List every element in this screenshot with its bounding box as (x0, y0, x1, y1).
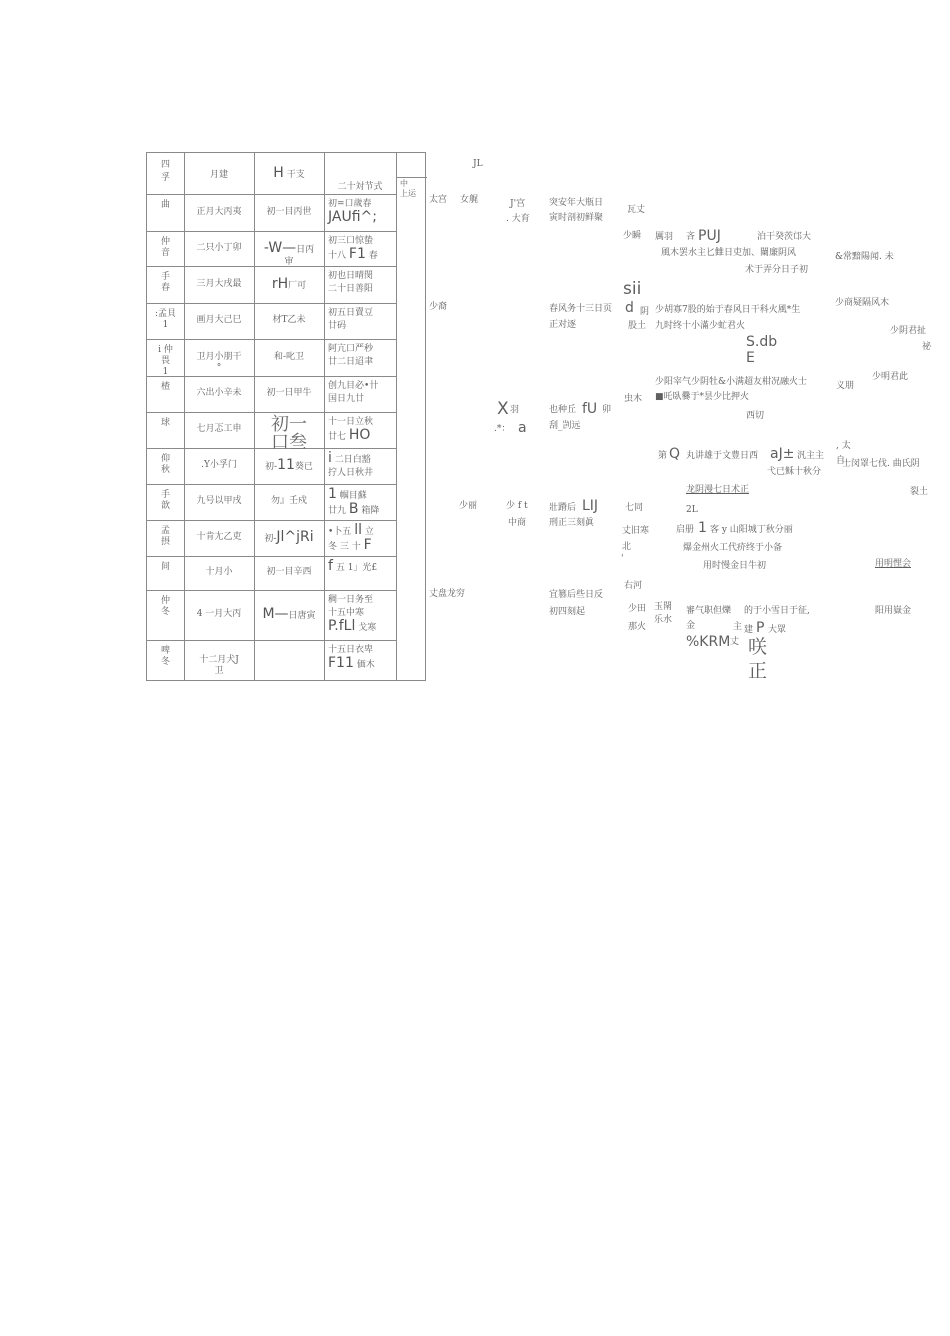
row-season: 楂 (160, 382, 170, 392)
row-jieqi-line (328, 452, 392, 467)
annotation-text: fU (582, 401, 598, 417)
cell-text-span: 三 (339, 542, 349, 552)
annotation-text: 少瞬 (623, 231, 642, 241)
annotation-text: 阴 (640, 307, 650, 317)
row-month: 画月大己巳 (196, 315, 242, 325)
row-ganzhi (254, 529, 324, 547)
row-jieqi (324, 305, 396, 335)
annotation-text: 启册 (676, 525, 695, 535)
row-month: 十肯尢乙吏 (196, 532, 242, 542)
row-jieqi-line (328, 503, 392, 518)
annotation-text: 汎主主 (797, 451, 825, 461)
cell-text-span: 创九目必•卄 (328, 381, 379, 391)
annotation-text: aJ± (770, 446, 795, 462)
annotation-text: 爆金州火工代疥终于小备 (683, 543, 783, 553)
annotation-text: 股土 (628, 321, 647, 331)
row-ganzhi: 材T乙未 (272, 315, 306, 325)
cell-text-span: 価木 (356, 660, 375, 670)
annotation-text: 審气职但爍 (686, 606, 732, 616)
annotation-text: 少田 (628, 604, 647, 614)
annotation-text: 少阳宰气少阴牡&小满超友柑况融火士 (655, 377, 808, 387)
annotation-text: 九时终十小滿少虻君火 (655, 321, 746, 331)
annotation-text: E (746, 350, 755, 366)
annotation-text: 裂土 (910, 487, 929, 497)
annotation-text: 壯蹐后 (549, 503, 577, 513)
annotation-text: 春风务十三日页 (549, 304, 613, 314)
row-jieqi (324, 522, 396, 556)
annotation-text: 正对逐 (549, 320, 577, 330)
row-ganzhi-part: M— (262, 606, 289, 622)
annotation-text: . 大育 (506, 214, 530, 224)
calendar-table (146, 152, 426, 681)
annotation-text: 丸讲雄于文豊日西 (686, 451, 759, 461)
annotation-text: sii (623, 279, 642, 299)
annotation-text: 丈盘龙穷 (429, 589, 466, 599)
annotation-text: 1 (698, 520, 707, 536)
row-season: 手 春 (160, 272, 170, 293)
annotation-text: 用时慢金日牛初 (703, 561, 767, 571)
row-month: 卫月小朋干 ° (196, 351, 242, 373)
row-jieqi-line (328, 380, 392, 393)
row-ganzhi (254, 457, 324, 475)
row-ganzhi: 初一日甲牛 (266, 388, 312, 398)
annotation-text: 那火 (628, 622, 647, 632)
annotation-text: 少商疑隔风木 (835, 298, 890, 308)
annotation-text: 厲羽 (655, 232, 674, 242)
header-month: 月建 (209, 170, 228, 180)
cell-text-span: 五 (335, 563, 345, 573)
cell-text-span: 拧人日秋井 (328, 468, 374, 478)
cell-text-span: F11 (328, 655, 354, 671)
annotation-text: 阳用嶽金 (875, 606, 912, 616)
row-jieqi (324, 558, 396, 577)
row-month: 二只小丁卯 (196, 242, 242, 253)
cell-text-span: 二十日善阳 (328, 284, 374, 294)
row-jieqi-line (328, 283, 392, 296)
cell-text-span: 廿二日迢聿 (328, 357, 374, 367)
row-jieqi-line (328, 393, 392, 406)
annotation-text: 北 (622, 542, 632, 552)
annotation-text: 瓦丈 (627, 205, 646, 215)
cell-text-span: 初=口歲春 (328, 199, 372, 209)
annotation-text: 祕 (922, 342, 932, 352)
annotation-text: 刮_剀远 (549, 421, 581, 431)
row-ganzhi-part: 日丙 审 (284, 244, 315, 267)
row-jieqi-line (328, 524, 392, 539)
annotation-text: 士闵罩七伐. 曲氏阴 (842, 459, 920, 469)
annotation-text: 西切 (746, 411, 765, 421)
cell-text-span: 冬 (328, 542, 338, 552)
row-ganzhi: 初一 口叁 (271, 414, 307, 453)
row-jieqi (324, 642, 396, 674)
row-ganzhi (254, 240, 324, 270)
row-jieqi-line (328, 429, 392, 444)
row-season: 仲 音 (160, 237, 170, 258)
annotation-text: , 太 (836, 441, 851, 451)
cell-text-span: 十八 (328, 251, 347, 261)
annotation-text: X (497, 399, 509, 419)
row-ganzhi-part: rH (271, 275, 289, 292)
annotation-text: 宜篡后些日反 (549, 590, 604, 600)
annotation-text: 太宫 (429, 195, 448, 205)
row-season: 球 (160, 418, 170, 428)
annotation-text: 吝 (686, 232, 696, 242)
cell-text-span: 1」光£ (347, 563, 378, 573)
row-month: 七月忑工申 (196, 424, 242, 434)
annotation-text: ■吒臥爨于*昙少比押火 (655, 392, 750, 402)
row-season: 仰 秋 (160, 454, 170, 475)
annotation-text: PUJ (698, 228, 721, 244)
annotation-text: 金 (686, 621, 696, 631)
row-jieqi (324, 450, 396, 482)
annotation-text: 丈旧寒 (622, 526, 650, 536)
annotation-text: 的于小雪日于征, (744, 606, 810, 616)
row-ganzhi: 初一目辛西 (266, 567, 312, 577)
cell-text-span: ll (354, 522, 362, 538)
row-jieqi-line (328, 270, 392, 283)
annotation-text: 咲 (748, 636, 768, 658)
annotation-text: 丈 (730, 637, 740, 647)
annotation-text: 初四刻起 (549, 607, 586, 617)
row-jieqi (324, 233, 396, 265)
row-season: 孟 摂 (160, 526, 170, 547)
row-ganzhi-part: Jl^jRi (276, 529, 314, 545)
col-divider (184, 153, 185, 680)
cell-text-span: 二日白豁 (334, 455, 371, 465)
annotation-text: 弋已稣十秋分 (767, 467, 822, 477)
row-ganzhi-part: 初- (264, 534, 277, 544)
row-ganzhi: 初一目丙世 (266, 206, 312, 217)
cell-text-span: 春 (368, 251, 378, 261)
annotation-text: &常黯陽闻. 未 (835, 252, 894, 262)
row-ganzhi-part: 11 (277, 457, 295, 473)
cell-text-span: 十 (351, 542, 361, 552)
row-divider (147, 484, 396, 485)
header-season: 四 孚 (160, 160, 170, 183)
row-season: i 仲 畏 1 (158, 345, 173, 377)
cell-text-span: B (348, 501, 359, 517)
cell-text-span: 廿九 (328, 506, 347, 516)
row-jieqi-line (328, 539, 392, 554)
row-jieqi (324, 341, 396, 371)
row-jieqi (324, 196, 396, 228)
cell-text-span: f (328, 558, 333, 574)
annotation-text: a (518, 420, 527, 436)
annotation-text: 虫木 (624, 394, 643, 404)
cell-text-span: i (328, 450, 332, 466)
row-season: 间 (160, 562, 170, 572)
annotation-text: 自 (836, 456, 846, 466)
annotation-text: 風木罢水主匕雔日吏加、闌廉阴风 (661, 248, 797, 258)
annotation-text: 用明悝会 (875, 559, 912, 569)
header-yun: 中 上运 (400, 179, 416, 198)
cell-text-span: 立 (364, 527, 374, 537)
cell-text-span: P.fLl (328, 618, 356, 634)
cell-text-span: 十一日立秋 (328, 417, 374, 427)
annotation-text: 龙阴漫七日术正 (686, 485, 750, 495)
row-season: 曲 (160, 200, 170, 210)
row-divider (147, 520, 396, 521)
cell-text-span: •卜五 (328, 527, 352, 537)
row-jieqi (324, 268, 396, 298)
row-ganzhi: 勿』壬戍 (270, 496, 307, 506)
annotation-text: 少明君此 (872, 372, 909, 382)
annotation-text: 正 (748, 660, 768, 682)
annotation-text: 少 f t (506, 501, 528, 511)
row-jieqi-line (328, 343, 392, 356)
row-month: 六出小辛未 (196, 388, 242, 398)
annotation-text: 女艉 (460, 195, 479, 205)
row-jieqi-line (328, 320, 392, 333)
annotation-text: 第 (658, 451, 668, 461)
cell-text-span: 阿亢口严秒 (328, 344, 374, 354)
cell-text-span: 初五日賣豆 (328, 308, 374, 318)
row-ganzhi-part: 初- (265, 462, 278, 472)
annotation-text: d (625, 300, 634, 316)
row-jieqi-line (328, 657, 392, 672)
row-ganzhi-part: 日唐寅 (288, 611, 316, 621)
row-ganzhi-part: 厂可 (288, 280, 307, 291)
row-ganzhi (254, 276, 324, 294)
annotation-text: ' (621, 554, 624, 564)
annotation-text: .*： (494, 424, 511, 434)
annotation-text: S.db (746, 334, 778, 350)
cell-text-span: 戈寒 (358, 623, 377, 633)
annotation-text: 术于弄分日子初 (745, 265, 809, 275)
header-jieqi: 二十対节式 (337, 182, 383, 192)
row-ganzhi: 和-叱卫 (273, 351, 305, 362)
row-month: 十二月犬J 卫 (199, 655, 239, 676)
row-jieqi-line (328, 488, 392, 503)
cell-text-span: 1 (328, 486, 337, 502)
header-ganzhi: H 干支 (273, 165, 305, 181)
row-divider (147, 376, 396, 377)
row-divider (147, 640, 396, 641)
annotation-text: 少裔 (429, 302, 448, 312)
row-month: .Y小孚门 (201, 460, 237, 470)
row-jieqi-line (328, 620, 392, 635)
row-season: 啤 冬 (160, 646, 170, 667)
annotation-text: 乐水 (654, 615, 673, 625)
row-jieqi-line (328, 467, 392, 480)
row-season: 仲 冬 (160, 596, 170, 617)
cell-text-span: 廿码 (328, 321, 347, 331)
row-ganzhi-part: 葵已 (294, 462, 313, 472)
row-jieqi-line (328, 248, 392, 263)
row-ganzhi (254, 606, 324, 624)
row-jieqi (324, 378, 396, 408)
cell-text-span: 帼目蘇 (339, 491, 367, 501)
annotation-text: 主 (733, 622, 743, 632)
row-season: :孟貝 1 (154, 309, 177, 330)
annotation-text: %KRM (686, 634, 731, 650)
row-divider (147, 303, 396, 304)
annotation-text: JL (473, 159, 483, 169)
row-jieqi-line (328, 211, 392, 226)
annotation-text: 中商 (508, 518, 527, 528)
row-divider (147, 412, 396, 413)
row-month: 4 一月大丙 (196, 609, 242, 619)
row-divider (147, 339, 396, 340)
annotation-text: 突安年大瓶日 (549, 198, 604, 208)
cell-text-span: 初也日晴閔 (328, 271, 374, 281)
annotation-text: J'宫 (510, 199, 526, 209)
annotation-text: 羽 (510, 405, 520, 415)
cell-text-span: JAUfi^; (328, 209, 377, 225)
row-divider (147, 590, 396, 591)
row-jieqi (324, 486, 396, 520)
row-month: 三月大戌最 (196, 278, 242, 289)
row-season: 手 歆 (160, 490, 170, 511)
annotation-text: 右河 (624, 581, 643, 591)
annotation-text: 泊干癸茨邙大 (757, 232, 812, 242)
cell-text-span: 国日九廿 (328, 394, 365, 404)
annotation-text: P (756, 620, 765, 636)
annotation-text: Q (669, 446, 681, 462)
cell-text-span: 十五中寒 (328, 608, 365, 618)
annotation-text: 大眾 (768, 625, 787, 635)
cell-text-span: 稠一日务至 (328, 595, 374, 605)
annotation-text: LIJ (582, 498, 599, 514)
cell-text-span: 廿七 (328, 432, 347, 442)
row-month: 十月小 (205, 567, 233, 577)
row-month: 正月大丙夷 (196, 206, 242, 217)
cell-text-span: HO (348, 427, 371, 443)
row-divider (147, 556, 396, 557)
annotation-text: 寅时剖初鲜聚 (549, 213, 604, 223)
row-divider (147, 231, 396, 232)
cell-text-span: 初三口惊蛰 (328, 236, 374, 246)
row-jieqi (324, 414, 396, 446)
annotation-text: 卯 (602, 405, 612, 415)
cell-text-span: F (363, 537, 372, 553)
row-month: 九号以甲戌 (196, 496, 242, 506)
row-jieqi (324, 592, 396, 637)
row-jieqi-line (328, 356, 392, 369)
row-jieqi-line (328, 307, 392, 320)
annotation-text: 建 (744, 625, 754, 635)
annotation-text: 七同 (625, 503, 644, 513)
row-ganzhi (254, 652, 324, 656)
row-jieqi-line (328, 594, 392, 607)
annotation-text: 玉閛 (654, 602, 673, 612)
annotation-text: 也种丘 (549, 405, 577, 415)
col-divider (396, 153, 397, 680)
row-ganzhi-part: -W— (263, 239, 297, 256)
annotation-text: 少胡寡7股的始于春风日干科火風*生 (655, 305, 801, 315)
row-jieqi-line (328, 560, 392, 575)
annotation-text: 少阴君扯 (890, 326, 927, 336)
annotation-text: 少丽 (459, 501, 478, 511)
annotation-text: 2L (686, 505, 698, 515)
cell-text-span: 十五日衣卑 (328, 645, 374, 655)
annotation-text: 刑正三刻眞 (549, 518, 595, 528)
annotation-text: 客 y 山阳城丁秋分丽 (710, 525, 793, 535)
cell-text-span: F1 (348, 246, 366, 262)
annotation-text: 义朋 (836, 381, 855, 391)
cell-text-span: 箱降 (361, 506, 380, 516)
